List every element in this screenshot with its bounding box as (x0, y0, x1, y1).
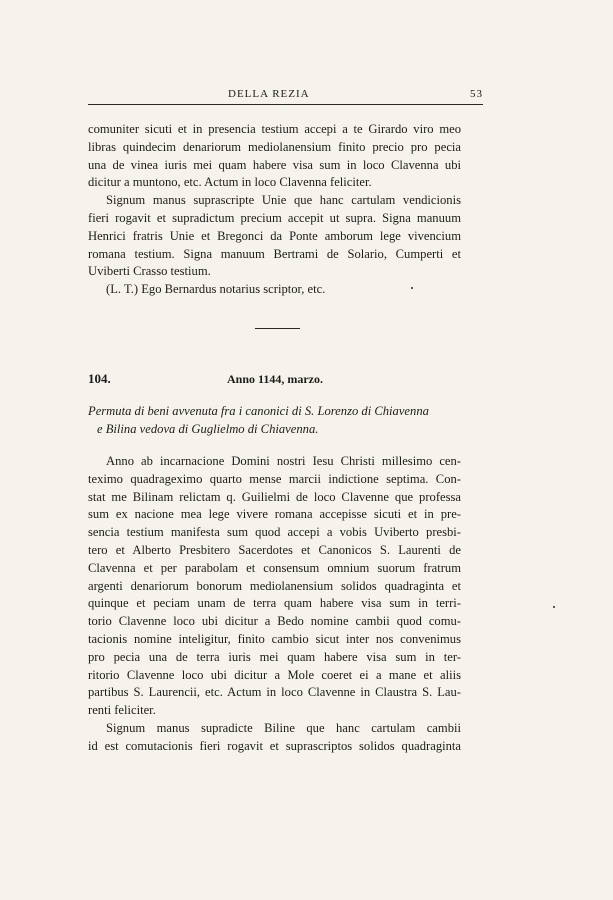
document-body (88, 453, 461, 756)
running-header (88, 88, 483, 105)
text-line: ritorio Clavenne loco ubi dicitur a Mole coeret ei a mane et aliis (88, 667, 461, 682)
header-title: DELLA REZIA (228, 88, 310, 100)
page-number: 53 (470, 88, 483, 100)
text-line: Clavenna et per parabolam et consensum omnium suorum fratrum (88, 560, 461, 575)
paper-speck (411, 287, 413, 289)
text-line: renti feliciter. (88, 703, 156, 718)
text-line: quinque et peciam unam de terra quam habere visa sum in terri- (88, 596, 461, 611)
summary-line: e Bilina vedova di Guglielmo di Chiavenna. (97, 422, 319, 436)
summary-line: Permuta di beni avvenuta fra i canonici di S. Lorenzo di Chiavenna (88, 404, 429, 418)
document-date: Anno 1144, marzo. (227, 372, 323, 386)
text-line: Signum manus suprascripte Unie que hanc cartulam vendicionis (106, 193, 461, 208)
text-line: stat me Bilinam relictam q. Guilielmi de loco Clavenne que professa (88, 489, 461, 504)
text-line: fieri rogavit et supradictum precium accepit ut supra. Signa manuum (88, 210, 461, 225)
text-line: Henrici fratris Unie et Bregonci da Ponte amborum lege vivencium (88, 228, 461, 243)
document-number: 104. (88, 371, 111, 386)
text-line: sum ex nacione mea lege vivere romana accepisse sicuti et in pre- (88, 507, 461, 522)
text-line: Signum manus supradicte Biline que hanc cartulam cambii (106, 720, 461, 735)
text-line: id est comutacionis fieri rogavit et suprascriptos solidos quadraginta (88, 738, 461, 753)
section-divider (255, 328, 300, 329)
text-line: partibus S. Laurencii, etc. Actum in loco Clavenne in Claustra S. Lau- (88, 685, 461, 700)
text-line: sencia testium manifesta sum quod accepi a vobis Uviberto presbi- (88, 525, 461, 540)
text-line: tero et Alberto Presbitero Sacerdotes et Canonicos S. Laurenti de (88, 542, 461, 557)
text-line: argenti denariorum bonorum mediolanensium solidos quadraginta et (88, 578, 461, 593)
text-line: romana testium. Signa manuum Bertrami de Solario, Cumperti et (88, 246, 461, 261)
text-line: Anno ab incarnacione Domini nostri Iesu Christi millesimo cen- (106, 454, 461, 468)
continuation-text (88, 121, 461, 299)
text-line: dicitur a muntono, etc. Actum in loco Clavenna feliciter. (88, 175, 372, 190)
text-line: comuniter sicuti et in presencia testium accepi a te Girardo viro meo (88, 122, 461, 136)
text-line: una de vinea iuris mei quam habere visa sum in loco Clavenna ubi (88, 157, 461, 172)
notary-signature-line: (L. T.) Ego Bernardus notarius scriptor, etc. (106, 282, 326, 297)
text-line: libras quindecim denariorum mediolanensium finito precio pro pecia (88, 139, 461, 154)
paper-speck (553, 606, 555, 608)
text-line: torio Clavenne loco ubi dicitur a Bedo nomine cambii quod comu- (88, 614, 461, 629)
text-line: tacionis nomine inteligitur, finito cambio sicut inter nos convenimus (88, 631, 461, 646)
text-line: teximo quadrageximo quarto mense marcii indictione septima. Con- (88, 471, 461, 486)
text-line: pro pecia una de terra iuris mei quam habere visa sum in ter- (88, 649, 461, 664)
document-summary (88, 402, 461, 438)
text-line: Uviberti Crasso testium. (88, 264, 211, 279)
